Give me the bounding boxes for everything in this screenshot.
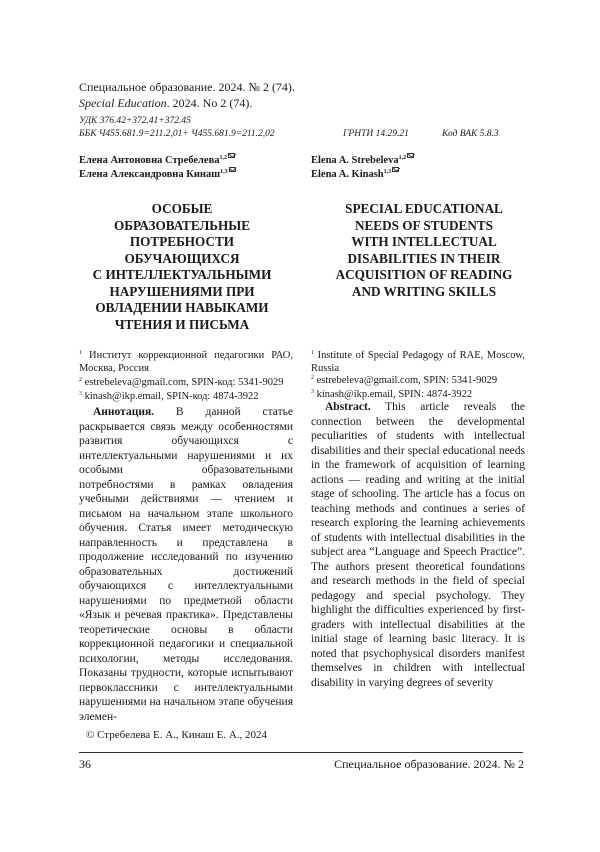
email-link[interactable]: estrebeleva@gmail.com, SPIN: 5341-9029: [314, 375, 498, 386]
envelope-icon[interactable]: [407, 153, 414, 158]
journal-issue-en: . 2024. No 2 (74).: [166, 96, 253, 110]
affiliation-ru-3: [79, 388, 293, 403]
affil-number: 1: [311, 350, 314, 356]
author-en-1: [311, 152, 414, 167]
affiliation-en-3: [311, 386, 525, 401]
affil-text: Institute of Special Pedagogy of RAE, Moscow, Russia: [311, 350, 525, 374]
author-affil-ref: 1,3: [220, 169, 228, 175]
affil-number: 2: [311, 375, 314, 381]
affiliation-ru-2: [79, 374, 293, 389]
author-name: Elena A. Strebeleva: [311, 155, 399, 166]
email-link[interactable]: estrebeleva@gmail.com, SPIN-код: 5341-9029: [82, 377, 284, 388]
author-name: Елена Александровна Кинаш: [79, 169, 221, 180]
envelope-icon[interactable]: [229, 167, 236, 172]
author-name: Elena A. Kinash: [311, 169, 384, 180]
email-link[interactable]: kinash@ikp.email, SPIN-код: 4874-3922: [82, 391, 259, 402]
journal-name-en: Special Education: [79, 96, 167, 110]
email-link[interactable]: kinash@ikp.email, SPIN: 4874-3922: [314, 389, 473, 400]
grnti-code: ГРНТИ 14.29.21: [343, 129, 409, 139]
abstract-label: Аннотация.: [93, 406, 155, 418]
author-en-2: [311, 166, 399, 181]
affil-number: 3: [311, 389, 314, 395]
author-ru-2: [79, 166, 236, 181]
abstract-ru: [79, 405, 293, 724]
affiliation-en-1: [311, 347, 525, 375]
affiliation-en-2: [311, 372, 525, 387]
footer-journal: Специальное образование. 2024. № 2: [334, 757, 524, 771]
article-title-ru: ОСОБЫЕ ОБРАЗОВАТЕЛЬНЫЕ ПОТРЕБНОСТИ ОБУЧАЮЩИХСЯ С ИНТЕЛЛЕКТУАЛЬНЫМИ НАРУШЕНИЯМИ ПРИ ОВЛАДЕНИИ НАВЫКАМИ ЧТЕНИЯ И ПИСЬМА: [92, 201, 272, 332]
author-name: Елена Антоновна Стребелева: [79, 155, 220, 166]
affil-number: 3: [79, 391, 82, 397]
abstract-label: Abstract.: [325, 401, 371, 413]
abstract-text: В данной статье раскрывается связь между особенностями развития обучающихся с интеллектуальными нарушениями и их особыми образовательными потребностями в рамках овладения учебными действиями — чтением и письмом на начальном этапе школьного обучения. Статья имеет методическую направленность и представлена в продолжение исследований по изучению образовательных достижений обучающихся с интеллектуальными нарушениями по предметной области «Язык и речевая практика». Представлены теоретические основы в области коррекционной педагогики и специальной психологии, методы исследования. Показаны трудности, которые испытывают первоклассники с интеллектуальными нарушениями на начальном этапе обучения элемен-: [79, 406, 293, 723]
article-title-en: SPECIAL EDUCATIONAL NEEDS OF STUDENTS WITH INTELLECTUAL DISABILITIES IN THEIR ACQUISITION OF READING AND WRITING SKILLS: [335, 201, 513, 299]
author-ru-1: [79, 152, 235, 167]
vak-code: Код ВАК 5.8.3: [442, 129, 499, 139]
footer-divider: [79, 752, 523, 753]
abstract-text: This article reveals the connection between the developmental peculiarities of students with intellectual disabilities and their special educational needs in the framework of acquisition of learning actions — reading and writing at the initial stage of schooling. The article has a focus on teaching methods and continues a series of research exploring the learning achievements of students with intellectual disabilities in the subject area “Language and Speech Practice”. The authors present theoretical foundations and research methods in the field of special pedagogy and special psychology. They highlight the difficulties experienced by first-graders with intellectual disabilities at the initial stage of learning basic literacy. It is noted that psychophysical disorders manifest themselves in children with intellectual disability in varying degrees of severity: [311, 401, 525, 689]
author-affil-ref: 1,2: [219, 155, 227, 161]
journal-citation-en: [79, 96, 252, 111]
copyright-notice: © Стребелева Е. А., Кинаш Е. А., 2024: [86, 729, 268, 741]
envelope-icon[interactable]: [228, 153, 235, 158]
author-affil-ref: 1,2: [398, 155, 407, 161]
page-number: 36: [79, 757, 91, 771]
envelope-icon[interactable]: [392, 167, 399, 172]
affiliation-ru-1: [79, 347, 293, 375]
bbk-code: ББК Ч455.681.9=211.2,01+ Ч455.681.9=211.2,02: [79, 129, 275, 139]
journal-citation-ru: Специальное образование. 2024. № 2 (74).: [79, 80, 295, 94]
affil-number: 1: [79, 350, 82, 356]
author-affil-ref: 1,3: [383, 169, 392, 175]
affil-number: 2: [79, 377, 82, 383]
affil-text: Институт коррекционной педагогики РАО, Москва, Россия: [79, 350, 293, 374]
abstract-en: [311, 400, 525, 690]
udk-code: УДК 376.42+372.41+372.45: [79, 116, 191, 126]
